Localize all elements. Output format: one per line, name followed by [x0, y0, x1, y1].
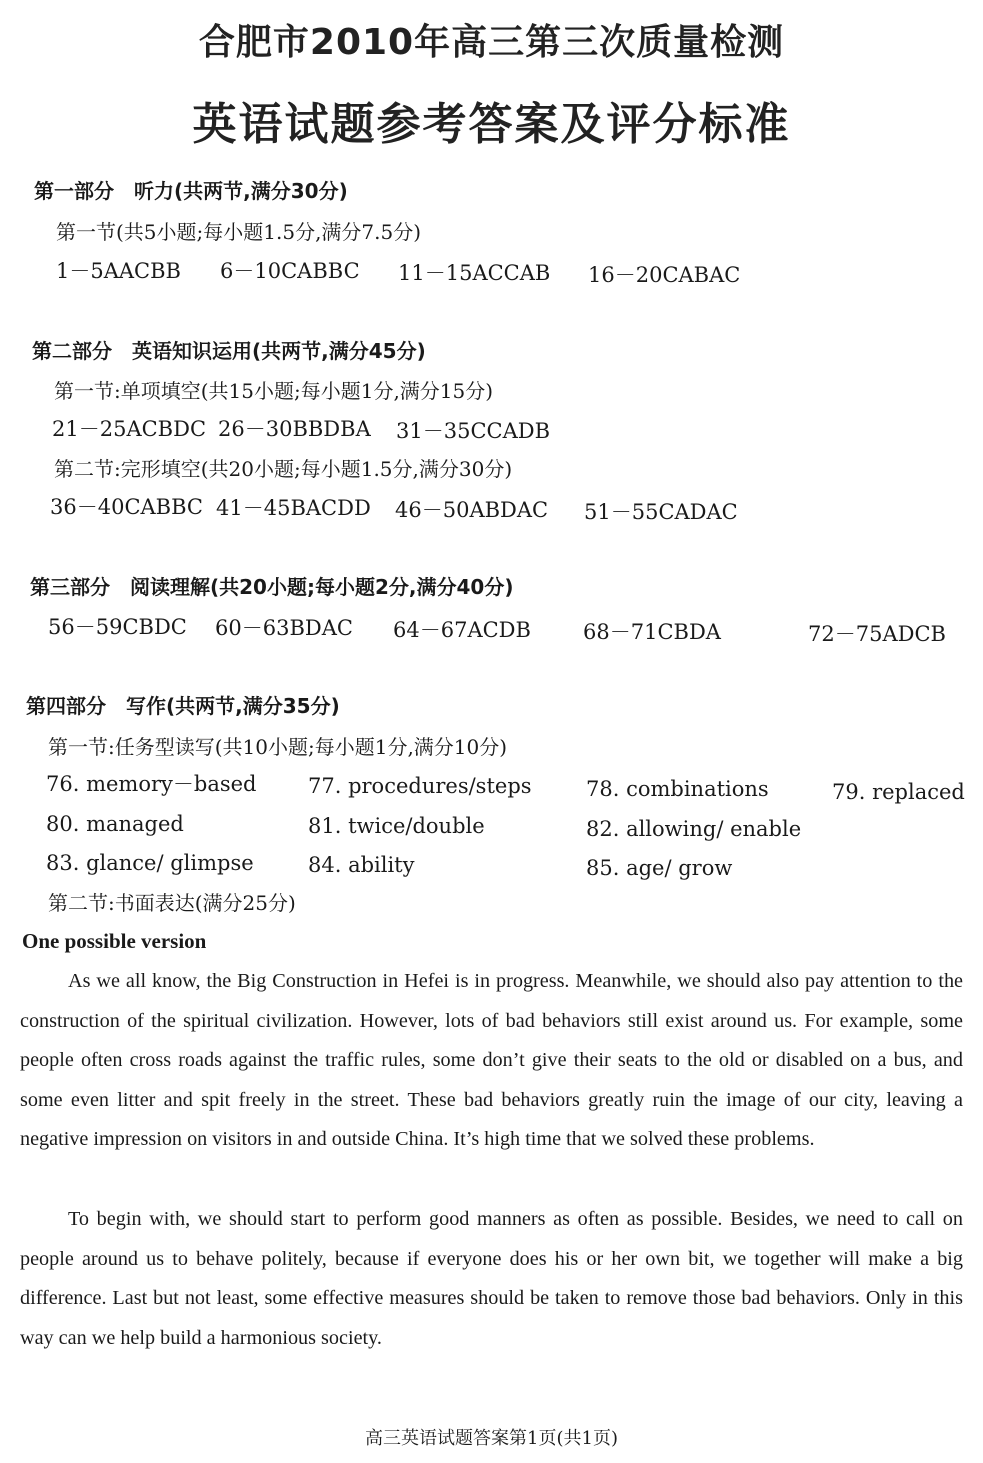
essay-paragraph: To begin with, we should start to perform good manners as often as possible. Besides, we need to call on people around us to behave politely, because if everyone does his or her own bit, we together will make a big difference. Last but not least, some effective measures should be taken to remove those bad behaviors. Only in this way can we help build a harmonious society.: [20, 1208, 963, 1349]
answer-group: 6－10CABBC: [220, 259, 360, 283]
answer-item: 84. ability: [308, 853, 415, 877]
answer-group: 1－5AACBB: [56, 259, 181, 283]
answer-group: 60－63BDAC: [215, 616, 353, 640]
part4-section2-heading: 第二节:书面表达(满分25分): [48, 891, 296, 915]
part1-section1-heading: 第一节(共5小题;每小题1.5分,满分7.5分): [56, 220, 422, 244]
document-title: 合肥市2010年高三第三次质量检测: [198, 22, 785, 63]
answer-group: 21－25ACBDC: [52, 417, 207, 441]
part4-heading: 第四部分 写作(共两节,满分35分): [26, 694, 340, 718]
part3-heading: 第三部分 阅读理解(共20小题;每小题2分,满分40分): [30, 575, 514, 599]
answer-group: 72－75ADCB: [808, 622, 946, 646]
part4-section1-heading: 第一节:任务型读写(共10小题;每小题1分,满分10分): [48, 735, 508, 759]
answer-item: 76. memory－based: [46, 772, 257, 796]
answer-group: 68－71CBDA: [583, 620, 721, 644]
answer-item: 79. replaced: [832, 780, 965, 804]
answer-group: 36－40CABBC: [50, 495, 203, 519]
part2-section1-heading: 第一节:单项填空(共15小题;每小题1分,满分15分): [54, 379, 494, 403]
answer-item: 81. twice/double: [308, 814, 485, 838]
part2-heading: 第二部分 英语知识运用(共两节,满分45分): [32, 339, 426, 363]
essay-paragraph: As we all know, the Big Construction in Hefei is in progress. Meanwhile, we should also pay attention to the construction of the spiritual civilization. However, lots of bad behaviors still exist around us. For example, some people often cross roads against the traffic rules, some don’t give their seats to the old or disabled on a bus, and some even litter and spit freely in the street. These bad behaviors greatly ruin the image of our city, leaving a negative impression on visitors in and outside China. It’s high time that we solved these problems.: [20, 970, 963, 1150]
answer-item: 82. allowing/ enable: [586, 817, 802, 841]
part1-heading: 第一部分 听力(共两节,满分30分): [34, 179, 348, 203]
answer-item: 85. age/ grow: [586, 856, 733, 880]
answer-group: 11－15ACCAB: [398, 261, 551, 285]
answer-group: 51－55CADAC: [584, 500, 738, 524]
answer-group: 56－59CBDC: [48, 615, 187, 639]
answer-group: 31－35CCADB: [396, 419, 551, 443]
essay-heading: One possible version: [22, 929, 207, 953]
answer-item: 77. procedures/steps: [308, 774, 532, 798]
answer-group: 16－20CABAC: [588, 263, 741, 287]
page-footer: 高三英语试题答案第1页(共1页): [365, 1428, 618, 1449]
document-subtitle: 英语试题参考答案及评分标准: [192, 99, 791, 150]
answer-group: 41－45BACDD: [216, 496, 371, 520]
answer-item: 80. managed: [46, 812, 184, 836]
part2-section2-heading: 第二节:完形填空(共20小题;每小题1.5分,满分30分): [54, 457, 513, 481]
answer-group: 46－50ABDAC: [395, 498, 549, 522]
answer-group: 26－30BBDBA: [218, 417, 371, 441]
answer-group: 64－67ACDB: [393, 618, 531, 642]
answer-item: 83. glance/ glimpse: [46, 851, 254, 875]
answer-item: 78. combinations: [586, 777, 769, 801]
